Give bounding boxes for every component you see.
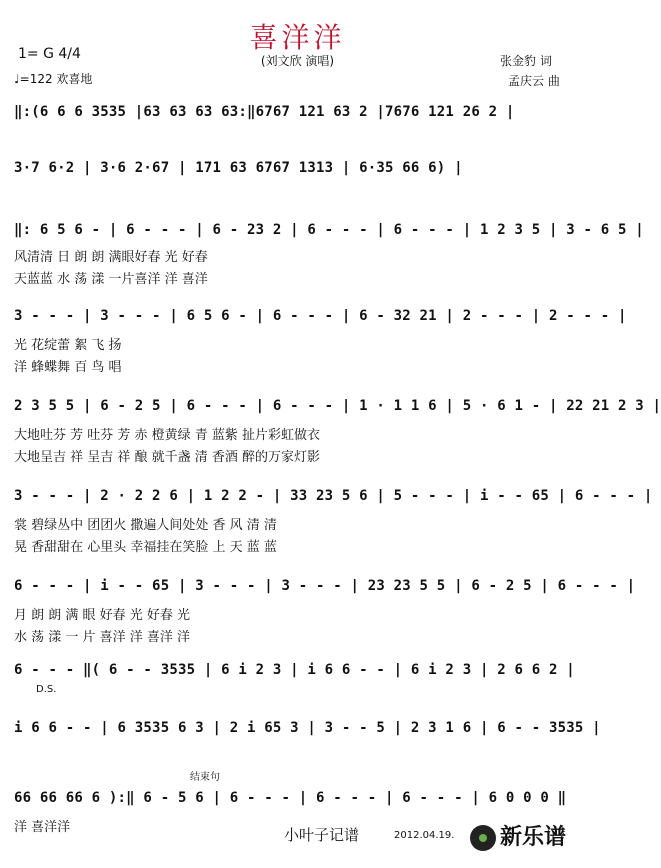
score-line-8: 6 - - - ‖( 6 - - 3535 | 6 i 2 3 | i 6 6 - - | 6 i 2 3 | 2 6 6 2 | (14, 662, 575, 678)
lyric-line-6: 大地呈吉 祥 呈吉 祥 酿 就千盏 清 香酒 醉的万家灯影 (14, 450, 321, 465)
lyric-line-1: 风清清 日 朗 朗 满眼好春 光 好春 (14, 250, 208, 265)
score-line-9: i 6 6 - - | 6 3535 6 3 | 2 i 65 3 | 3 - - 5 | 2 3 1 6 | 6 - - 3535 | (14, 720, 601, 736)
composer-credit: 孟庆云 曲 (508, 74, 560, 88)
lyric-line-4: 洋 蜂蝶舞 百 鸟 唱 (14, 360, 122, 375)
coda-label: 结束句 (190, 772, 220, 783)
key-signature: 1= G 4/4 (18, 46, 81, 62)
score-line-10: 66 66 66 6 ):‖ 6 - 5 6 | 6 - - - | 6 - - - | 6 - - - | 6 0 0 0 ‖ (14, 790, 567, 806)
transcriber-signature: 小叶子记谱 (284, 826, 360, 844)
score-line-2: 3·7 6·2 | 3·6 2·67 | 171 63 6767 1313 | 6·35 66 6) | (14, 160, 463, 176)
song-title: 喜洋洋 (249, 21, 346, 54)
transcribe-date: 2012.04.19. (394, 830, 455, 841)
score-line-5: 2 3 5 5 | 6 - 2 5 | 6 - - - | 6 - - - | 1 · 1 1 6 | 5 · 6 1 - | 22 21 2 3 | (14, 398, 661, 414)
lyric-line-7: 裳 碧绿丛中 团团火 撒遍人间处处 香 风 清 清 (14, 518, 277, 533)
score-line-1: ‖:(6 6 6 3535 |63 63 63 63:‖6767 121 63 2 |7676 121 26 2 | (14, 104, 515, 120)
score-line-6: 3 - - - | 2 · 2 2 6 | 1 2 2 - | 33 23 5 6 | 5 - - - | i - - 65 | 6 - - - | (14, 488, 653, 504)
lyric-line-5: 大地吐芬 芳 吐芬 芳 赤 橙黄绿 青 蓝紫 扯片彩虹做衣 (14, 428, 321, 443)
lyric-line-8: 晃 香甜甜在 心里头 幸福挂在笑脸 上 天 蓝 蓝 (14, 540, 277, 555)
lyric-line-11: 洋 喜洋洋 (14, 820, 71, 835)
site-logo (470, 820, 566, 851)
lyric-line-9: 月 朗 朗 满 眼 好春 光 好春 光 (14, 608, 191, 623)
disc-icon (470, 825, 496, 851)
logo-text: 新乐谱 (500, 825, 567, 850)
score-line-3: ‖: 6 5 6 - | 6 - - - | 6 - 23 2 | 6 - - - | 6 - - - | 1 2 3 5 | 3 - 6 5 | (14, 222, 644, 238)
lyric-line-3: 光 花绽蕾 絮 飞 扬 (14, 338, 122, 353)
lyricist-credit: 张金豹 词 (500, 54, 552, 68)
lyric-line-2: 天蓝蓝 水 荡 漾 一片喜洋 洋 喜洋 (14, 272, 208, 287)
ds-marking: D.S. (36, 684, 57, 695)
tempo-marking: ♩=122 欢喜地 (14, 72, 93, 86)
score-line-4: 3 - - - | 3 - - - | 6 5 6 - | 6 - - - | 6 - 32 21 | 2 - - - | 2 - - - | (14, 308, 627, 324)
lyric-line-10: 水 荡 漾 一 片 喜洋 洋 喜洋 洋 (14, 630, 191, 645)
performer: (刘文欣 演唱) (260, 54, 335, 68)
score-line-7: 6 - - - | i - - 65 | 3 - - - | 3 - - - | 23 23 5 5 | 6 - 2 5 | 6 - - - | (14, 578, 636, 594)
